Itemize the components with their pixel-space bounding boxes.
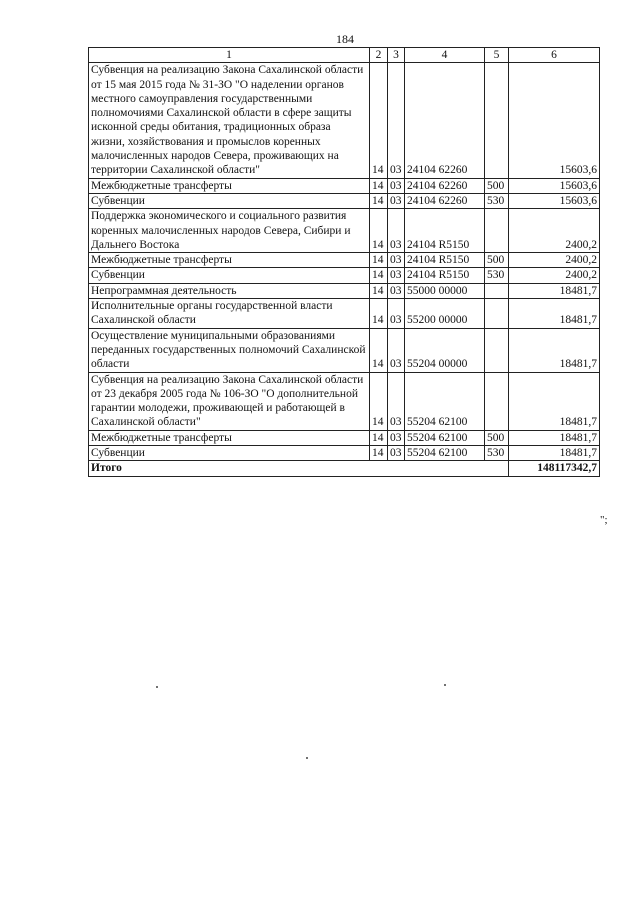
- row-subsection: 03: [388, 446, 405, 461]
- row-expense-type: 500: [485, 253, 509, 268]
- total-value: 148117342,7: [509, 461, 600, 476]
- row-target-item: 24104 R5150: [405, 253, 485, 268]
- row-section: 14: [370, 193, 388, 208]
- row-section: 14: [370, 430, 388, 445]
- table-row: [89, 178, 600, 193]
- row-target-item: 24104 62260: [405, 193, 485, 208]
- column-header-4: 4: [405, 48, 485, 63]
- row-subsection: 03: [388, 328, 405, 372]
- row-subsection: 03: [388, 372, 405, 430]
- row-target-item: 55000 00000: [405, 283, 485, 298]
- row-subsection: 03: [388, 430, 405, 445]
- row-amount: 2400,2: [509, 268, 600, 283]
- table-row: [89, 372, 600, 430]
- row-name: Субвенция на реализацию Закона Сахалинской области от 23 декабря 2005 года № 106-ЗО "О дополнительной гарантии молодежи, проживающей и работающей в Сахалинской области": [89, 372, 370, 430]
- row-subsection: 03: [388, 299, 405, 329]
- row-section: 14: [370, 268, 388, 283]
- row-amount: 2400,2: [509, 253, 600, 268]
- row-target-item: 55204 00000: [405, 328, 485, 372]
- row-expense-type: [485, 372, 509, 430]
- row-name: Непрограммная деятельность: [89, 283, 370, 298]
- row-amount: 18481,7: [509, 328, 600, 372]
- row-expense-type: [485, 328, 509, 372]
- row-amount: 15603,6: [509, 178, 600, 193]
- budget-table: [88, 47, 600, 477]
- row-subsection: 03: [388, 253, 405, 268]
- row-target-item: 24104 R5150: [405, 209, 485, 253]
- row-target-item: 24104 62260: [405, 178, 485, 193]
- row-section: 14: [370, 178, 388, 193]
- row-name: Субвенция на реализацию Закона Сахалинской области от 15 мая 2015 года № 31-ЗО "О наделении органов местного самоуправления государственными полномочиями Сахалинской области в сфере защиты исконной среды обитания, традиционных образа жизни, хозяйствования и промыслов коренных малочисленных народов Севера, проживающих на территории Сахалинской области": [89, 63, 370, 178]
- table-row: [89, 430, 600, 445]
- row-target-item: 55204 62100: [405, 372, 485, 430]
- row-target-item: 24104 62260: [405, 63, 485, 178]
- row-amount: 18481,7: [509, 446, 600, 461]
- column-header-5: 5: [485, 48, 509, 63]
- table-row: [89, 209, 600, 253]
- row-name: Межбюджетные трансферты: [89, 253, 370, 268]
- row-amount: 18481,7: [509, 299, 600, 329]
- row-expense-type: 500: [485, 430, 509, 445]
- row-section: 14: [370, 299, 388, 329]
- row-section: 14: [370, 372, 388, 430]
- column-header-3: 3: [388, 48, 405, 63]
- column-header-6: 6: [509, 48, 600, 63]
- scan-speck: [156, 686, 158, 688]
- row-expense-type: [485, 299, 509, 329]
- scan-speck: [306, 757, 308, 759]
- row-name: Межбюджетные трансферты: [89, 430, 370, 445]
- row-amount: 18481,7: [509, 430, 600, 445]
- table-row: [89, 446, 600, 461]
- row-target-item: 55200 00000: [405, 299, 485, 329]
- row-expense-type: 530: [485, 193, 509, 208]
- row-expense-type: [485, 209, 509, 253]
- row-amount: 18481,7: [509, 372, 600, 430]
- row-section: 14: [370, 328, 388, 372]
- row-name: Субвенции: [89, 268, 370, 283]
- row-section: 14: [370, 446, 388, 461]
- row-subsection: 03: [388, 193, 405, 208]
- row-expense-type: 500: [485, 178, 509, 193]
- total-row: [89, 461, 600, 476]
- table-row: [89, 299, 600, 329]
- row-amount: 15603,6: [509, 193, 600, 208]
- row-expense-type: [485, 63, 509, 178]
- row-section: 14: [370, 283, 388, 298]
- closing-quote-mark: ";: [600, 514, 608, 526]
- row-section: 14: [370, 63, 388, 178]
- table-row: [89, 283, 600, 298]
- total-label: Итого: [89, 461, 509, 476]
- row-name: Поддержка экономического и социального развития коренных малочисленных народов Севера, Сибири и Дальнего Востока: [89, 209, 370, 253]
- row-subsection: 03: [388, 283, 405, 298]
- scan-speck: [444, 684, 446, 686]
- row-subsection: 03: [388, 178, 405, 193]
- table-row: [89, 253, 600, 268]
- row-target-item: 55204 62100: [405, 430, 485, 445]
- row-section: 14: [370, 209, 388, 253]
- table-row: [89, 63, 600, 178]
- column-header-1: 1: [89, 48, 370, 63]
- table-row: [89, 193, 600, 208]
- row-expense-type: [485, 283, 509, 298]
- row-amount: 15603,6: [509, 63, 600, 178]
- column-header-2: 2: [370, 48, 388, 63]
- row-expense-type: 530: [485, 446, 509, 461]
- row-name: Осуществление муниципальными образованиями переданных государственных полномочий Сахалинской области: [89, 328, 370, 372]
- row-section: 14: [370, 253, 388, 268]
- row-amount: 2400,2: [509, 209, 600, 253]
- row-name: Субвенции: [89, 446, 370, 461]
- row-subsection: 03: [388, 63, 405, 178]
- table-row: [89, 268, 600, 283]
- row-target-item: 55204 62100: [405, 446, 485, 461]
- row-expense-type: 530: [485, 268, 509, 283]
- row-amount: 18481,7: [509, 283, 600, 298]
- row-name: Субвенции: [89, 193, 370, 208]
- row-subsection: 03: [388, 209, 405, 253]
- page-number: 184: [336, 32, 354, 46]
- row-name: Межбюджетные трансферты: [89, 178, 370, 193]
- table-header-row: [89, 48, 600, 63]
- row-target-item: 24104 R5150: [405, 268, 485, 283]
- row-name: Исполнительные органы государственной власти Сахалинской области: [89, 299, 370, 329]
- table-row: [89, 328, 600, 372]
- row-subsection: 03: [388, 268, 405, 283]
